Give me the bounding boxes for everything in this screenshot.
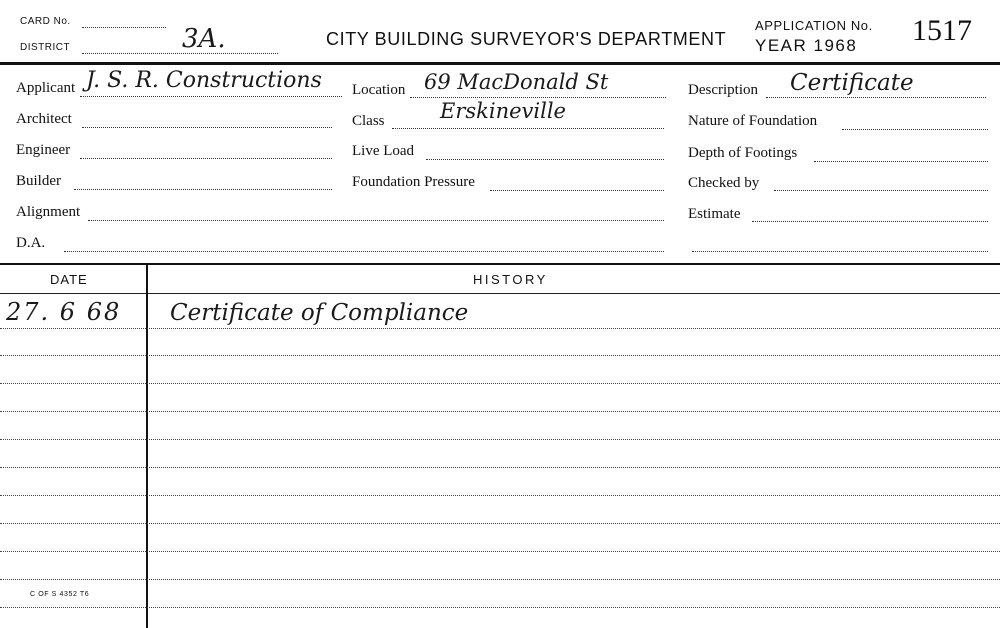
- builder-line: [74, 189, 332, 190]
- date-column-divider: [146, 265, 148, 628]
- ruled-line: [0, 355, 1000, 356]
- foundation-pressure-line: [490, 190, 664, 191]
- da-label: D.A.: [16, 235, 46, 251]
- ruled-line: [0, 328, 1000, 329]
- alignment-label: Alignment: [16, 204, 81, 220]
- architect-label: Architect: [16, 111, 72, 127]
- applicant-value: J. S. R. Constructions: [86, 68, 322, 93]
- header-rule: [0, 62, 1000, 65]
- da-line: [64, 251, 664, 252]
- year-label: YEAR 1968: [755, 36, 858, 55]
- description-value: Certificate: [790, 70, 914, 96]
- engineer-line: [80, 158, 332, 159]
- class-label: Class: [352, 113, 385, 129]
- description-label: Description: [688, 82, 758, 98]
- ruled-line: [0, 439, 1000, 440]
- engineer-label: Engineer: [16, 142, 71, 158]
- nature-of-foundation-line: [842, 129, 988, 130]
- location-label: Location: [352, 82, 406, 98]
- district-value: 3A.: [182, 24, 226, 54]
- location-value: 69 MacDonald St: [424, 70, 609, 94]
- estimate-line: [752, 221, 988, 222]
- district-line: [82, 53, 278, 54]
- location-line: [410, 97, 666, 98]
- depth-of-footings-label: Depth of Footings: [688, 145, 798, 161]
- checked-by-label: Checked by: [688, 175, 760, 191]
- history-entry-text: Certificate of Compliance: [170, 300, 469, 326]
- live-load-label: Live Load: [352, 143, 415, 159]
- class-value: Erskineville: [440, 99, 566, 123]
- date-column-header: DATE: [50, 272, 88, 287]
- card-no-line: [82, 27, 166, 28]
- class-line: [392, 128, 664, 129]
- ruled-line: [0, 411, 1000, 412]
- history-entry-date: 27. 6 68: [6, 298, 122, 326]
- applicant-label: Applicant: [16, 80, 76, 96]
- live-load-line: [426, 159, 664, 160]
- alignment-line: [88, 220, 664, 221]
- history-top-rule: [0, 263, 1000, 265]
- ruled-line: [0, 579, 1000, 580]
- ruled-line: [0, 607, 1000, 608]
- history-column-header: HISTORY: [473, 272, 548, 287]
- architect-line: [82, 127, 332, 128]
- form-code: C OF S 4352 T6: [30, 591, 90, 598]
- applicant-line: [80, 96, 342, 97]
- foundation-pressure-label: Foundation Pressure: [352, 174, 475, 190]
- nature-of-foundation-label: Nature of Foundation: [688, 113, 818, 129]
- ruled-line: [0, 523, 1000, 524]
- description-line: [766, 97, 986, 98]
- estimate-label: Estimate: [688, 206, 741, 222]
- estimate-extra-line: [692, 251, 988, 252]
- application-no-value: 1517: [912, 14, 972, 47]
- application-no-label: APPLICATION No.: [755, 18, 873, 33]
- district-label: DISTRICT: [20, 42, 71, 53]
- card-no-label: CARD No.: [20, 16, 71, 27]
- ruled-line: [0, 551, 1000, 552]
- department-title: CITY BUILDING SURVEYOR'S DEPARTMENT: [326, 29, 727, 49]
- ruled-line: [0, 495, 1000, 496]
- ruled-line: [0, 383, 1000, 384]
- table-header-rule: [0, 293, 1000, 294]
- checked-by-line: [774, 190, 988, 191]
- depth-of-footings-line: [814, 161, 988, 162]
- ruled-line: [0, 467, 1000, 468]
- builder-label: Builder: [16, 173, 61, 189]
